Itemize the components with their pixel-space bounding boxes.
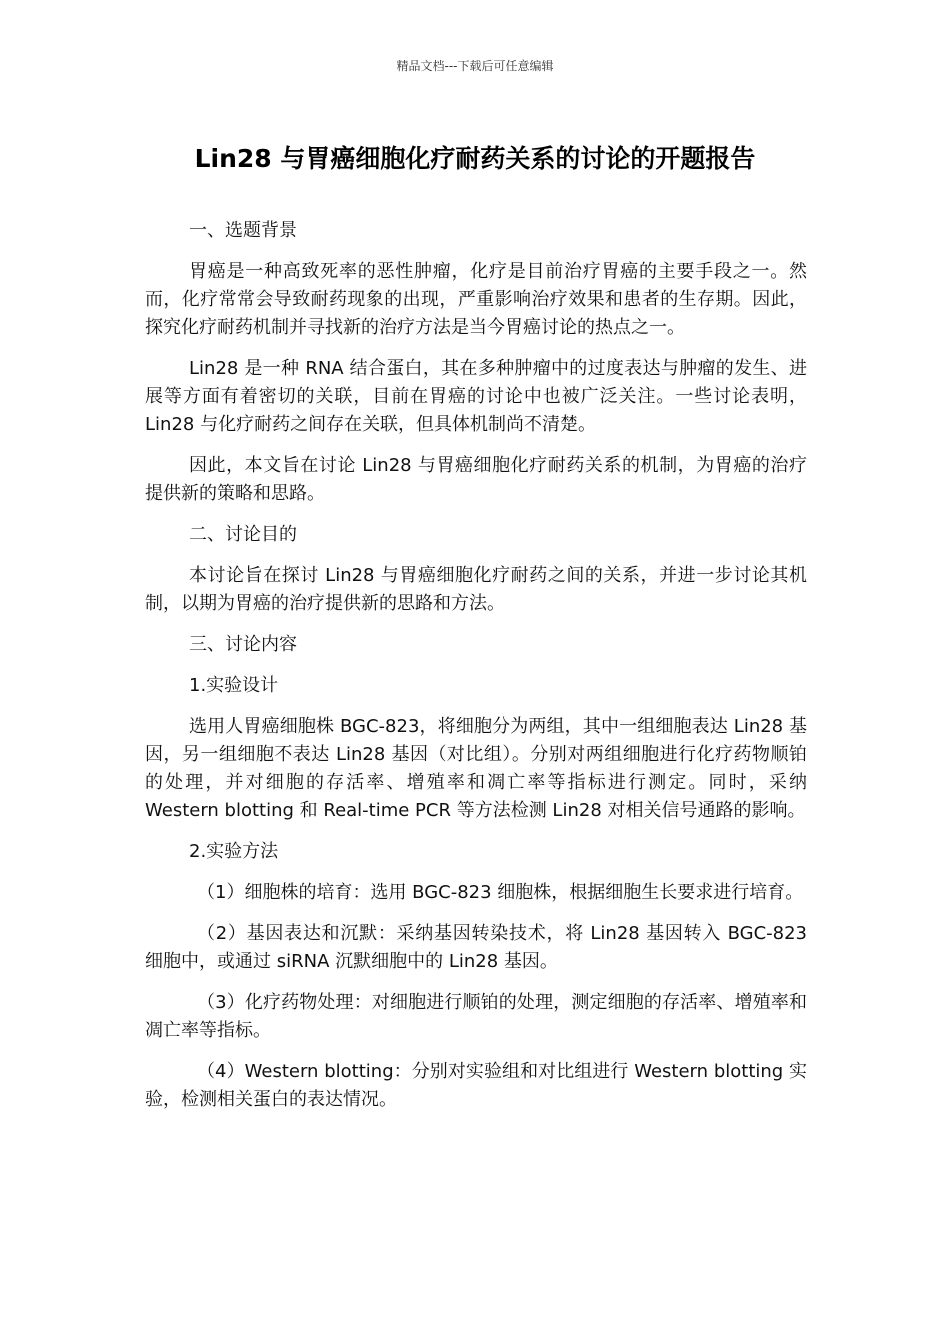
method-item-1: （1）细胞株的培育：选用 BGC-823 细胞株，根据细胞生长要求进行培育。 <box>197 882 804 903</box>
method-item-4: （4）Western blotting：分别对实验组和对比组进行 Western blotting 实验，检测相关蛋白的表达情况。 <box>145 1061 807 1110</box>
document-title: Lin28 与胃癌细胞化疗耐药关系的讨论的开题报告 <box>194 144 756 173</box>
method-item-2: （2）基因表达和沉默：采纳基因转染技术，将 Lin28 基因转入 BGC-823 细胞中，或通过 siRNA 沉默细胞中的 Lin28 基因。 <box>145 923 807 972</box>
section-heading-background: 一、选题背景 <box>189 220 297 241</box>
section-heading-content: 三、讨论内容 <box>189 634 297 655</box>
paragraph-experiment-design: 选用人胃癌细胞株 BGC-823，将细胞分为两组，其中一组细胞表达 Lin28 基因，另一组细胞不表达 Lin28 基因（对比组）。分别对两组细胞进行化疗药物顺铂的处理，并对细胞的存活率、增殖率和凋亡率等指标进行测定。同时，采纳 Western blotting 和 Real-time PCR 等方法检测 Lin28 对相关信号通路的影响。 <box>145 716 807 821</box>
header-note: 精品文档---下载后可任意编辑 <box>396 59 554 73</box>
subheading-experiment-methods: 2.实验方法 <box>189 841 279 862</box>
paragraph-purpose: 本讨论旨在探讨 Lin28 与胃癌细胞化疗耐药之间的关系，并进一步讨论其机制，以期为胃癌的治疗提供新的思路和方法。 <box>145 565 807 614</box>
paragraph-background-1: 胃癌是一种高致死率的恶性肿瘤，化疗是目前治疗胃癌的主要手段之一。然而，化疗常常会导致耐药现象的出现，严重影响治疗效果和患者的生存期。因此，探究化疗耐药机制并寻找新的治疗方法是当今胃癌讨论的热点之一。 <box>145 261 807 338</box>
paragraph-background-2: Lin28 是一种 RNA 结合蛋白，其在多种肿瘤中的过度表达与肿瘤的发生、进展等方面有着密切的关联，目前在胃癌的讨论中也被广泛关注。一些讨论表明，Lin28 与化疗耐药之间存在关联，但具体机制尚不清楚。 <box>145 358 807 435</box>
section-heading-purpose: 二、讨论目的 <box>189 524 297 545</box>
method-item-3: （3）化疗药物处理：对细胞进行顺铂的处理，测定细胞的存活率、增殖率和凋亡率等指标。 <box>145 992 807 1041</box>
document-body <box>145 217 807 1127</box>
subheading-experiment-design: 1.实验设计 <box>189 675 279 696</box>
paragraph-background-3: 因此，本文旨在讨论 Lin28 与胃癌细胞化疗耐药关系的机制，为胃癌的治疗提供新的策略和思路。 <box>145 455 807 504</box>
